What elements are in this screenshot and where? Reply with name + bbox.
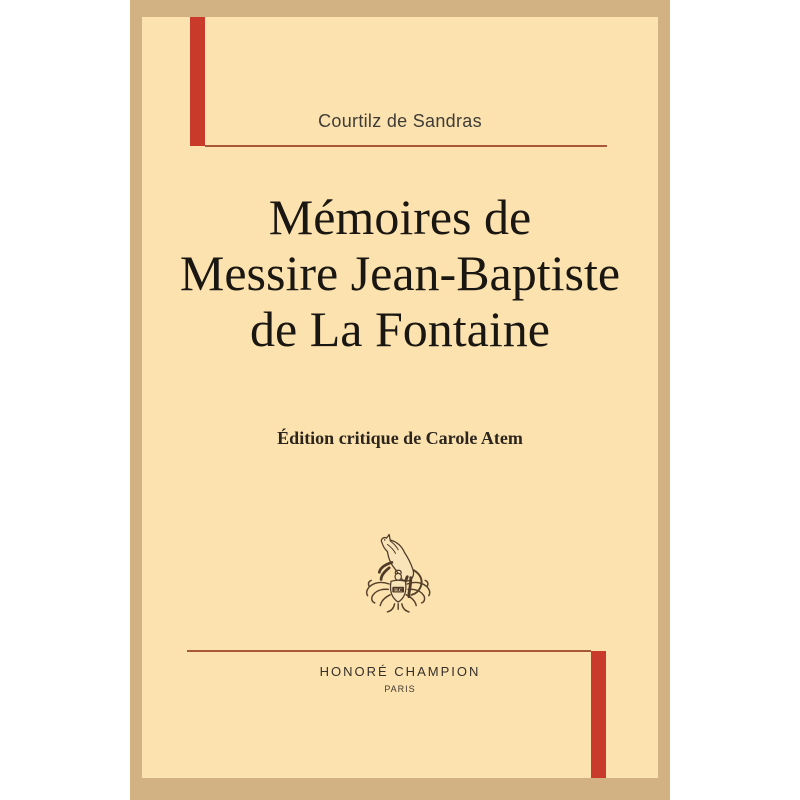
cover-face	[142, 17, 658, 778]
publisher-block	[142, 663, 658, 695]
top-rule-line	[205, 145, 607, 147]
book-cover	[130, 0, 670, 800]
title-line-3: de La Fontaine	[250, 301, 550, 357]
author-name: Courtilz de Sandras	[318, 111, 482, 131]
publisher-name: HONORÉ CHAMPION	[319, 664, 481, 679]
edition-credit: Édition critique de Carole Atem	[277, 428, 523, 448]
crest-initials: H.C	[394, 587, 403, 593]
horse-crest-icon	[355, 530, 445, 620]
bottom-rule-line	[187, 650, 591, 652]
title-line-1: Mémoires de	[268, 189, 532, 245]
book-title	[142, 189, 658, 357]
title-line-2: Messire Jean-Baptiste	[179, 245, 621, 301]
publisher-city: PARIS	[384, 684, 416, 694]
